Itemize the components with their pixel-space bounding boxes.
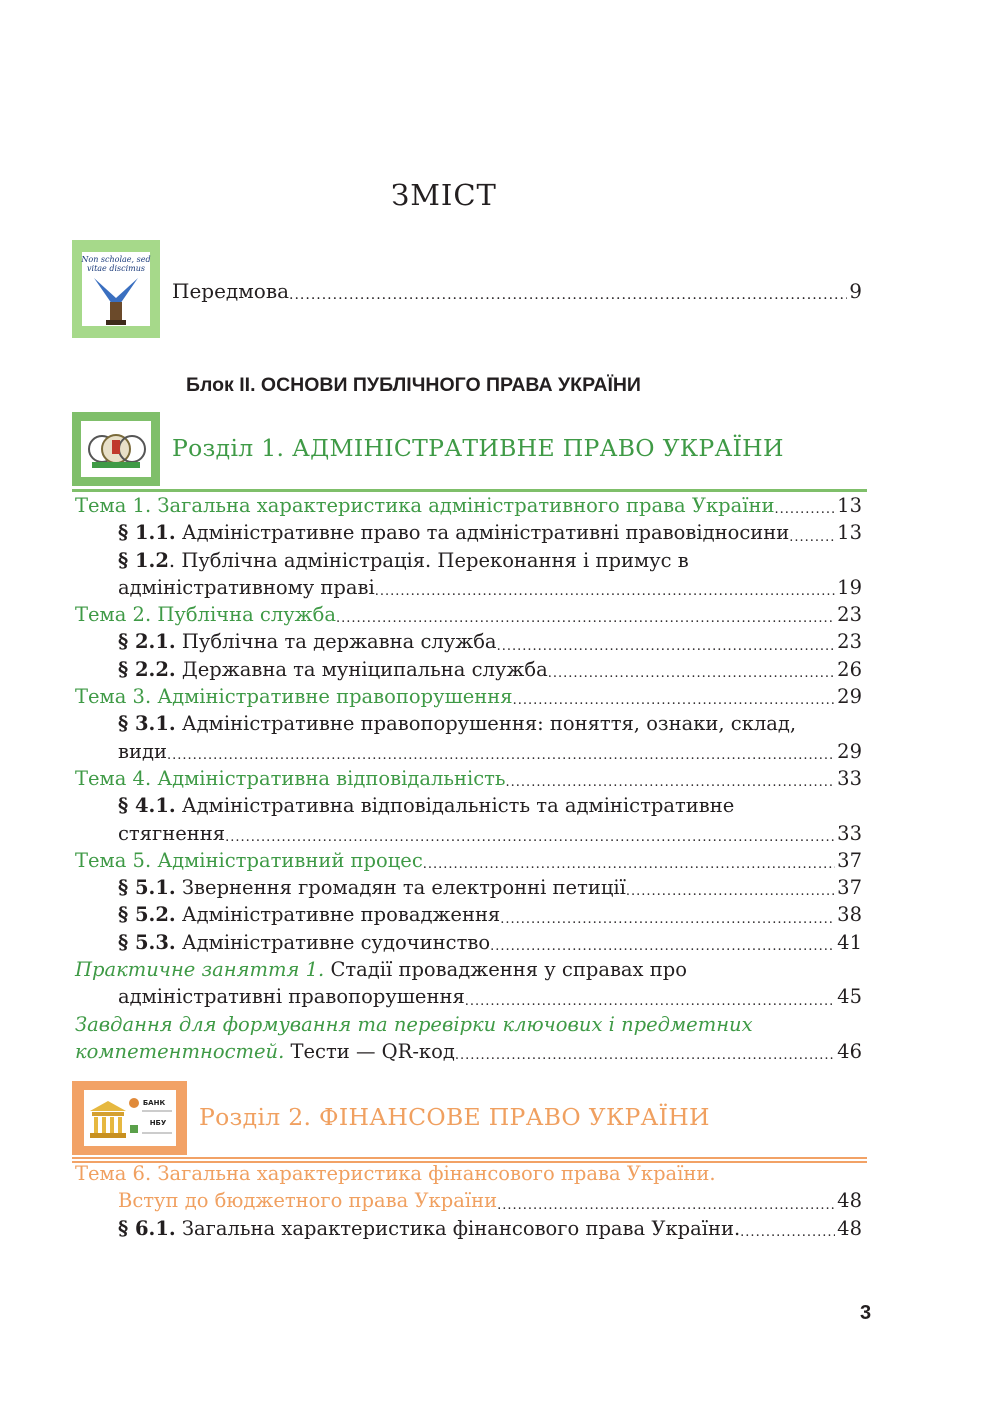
toc-page: 19 <box>837 575 862 599</box>
toc-page: 26 <box>837 657 862 681</box>
dot-leader <box>500 911 835 929</box>
toc-preface[interactable] <box>172 278 862 305</box>
toc-label: Стадії провадження у справах про <box>330 958 687 982</box>
para-number: § 6.1. <box>118 1216 176 1240</box>
toc-label-cont: Вступ до бюджетного права України <box>118 1189 498 1213</box>
tasks-lead-2: компетентностей. <box>75 1039 285 1063</box>
toc-label: Звернення громадян та електронні петиції <box>181 876 626 900</box>
toc-page: 23 <box>837 630 862 654</box>
toc-label-cont: стягнення <box>118 821 226 845</box>
para-number: § 5.1. <box>118 876 176 900</box>
toc-label-cont: адміністративні правопорушення <box>118 985 465 1009</box>
toc-entry-para-5-3[interactable] <box>75 929 862 956</box>
toc-page: 29 <box>837 685 862 709</box>
toc-entry-para-4-1-cont[interactable] <box>75 820 862 847</box>
page-title: ЗМІСТ <box>391 178 497 212</box>
toc-entry-tasks[interactable] <box>75 1011 862 1038</box>
page-number: 3 <box>860 1302 872 1324</box>
para-number: § 1.1. <box>118 521 176 545</box>
dot-leader <box>490 938 835 956</box>
toc-page: 37 <box>837 848 862 872</box>
toc-page: 48 <box>837 1216 862 1240</box>
dot-leader <box>740 1224 835 1242</box>
dot-leader <box>513 692 836 710</box>
thumb-word-bank: БАНК <box>142 1099 166 1107</box>
thumb-word-nbu: НБУ <box>149 1119 167 1127</box>
dot-leader <box>789 529 835 547</box>
toc-entry-practice-1-cont[interactable] <box>75 983 862 1010</box>
dot-leader <box>455 1047 835 1065</box>
toc-entry-para-5-2[interactable] <box>75 901 862 928</box>
dot-leader <box>167 747 835 765</box>
toc-entry-para-1-2-cont[interactable] <box>75 574 862 601</box>
toc-entry-topic-4[interactable] <box>75 765 862 792</box>
toc-entry-topic-5[interactable] <box>75 847 862 874</box>
para-number: § 5.2. <box>118 903 176 927</box>
toc-label: Загальна характеристика фінансового права України. <box>181 1216 741 1240</box>
dot-leader <box>626 883 835 901</box>
toc-page: 41 <box>837 930 862 954</box>
toc-label: Адміністративна відповідальність та адміністративне <box>181 794 735 818</box>
section1-title: Розділ 1. АДМІНІСТРАТИВНЕ ПРАВО УКРАЇНИ <box>172 434 784 462</box>
dot-leader <box>506 774 836 792</box>
toc-entry-practice-1[interactable] <box>75 956 862 983</box>
svg-text:vitae discimus: vitae discimus <box>86 264 146 273</box>
toc-page: 23 <box>837 603 862 627</box>
toc-label-cont: адміністративному праві <box>118 575 375 599</box>
toc-label: Передмова <box>172 279 290 303</box>
toc-page: 38 <box>837 903 862 927</box>
toc-label: Тема 5. Адміністративний процес <box>75 848 423 872</box>
section2-title: Розділ 2. ФІНАНСОВЕ ПРАВО УКРАЇНИ <box>199 1103 710 1131</box>
toc-page: 29 <box>837 739 862 763</box>
toc-label: Тема 4. Адміністративна відповідальність <box>75 766 506 790</box>
section2-rule-1 <box>72 1157 867 1159</box>
para-number: § 2.2. <box>118 657 176 681</box>
toc-entry-para-3-1-cont[interactable] <box>75 738 862 765</box>
toc-entry-para-2-1[interactable] <box>75 628 862 655</box>
toc-entry-tasks-cont[interactable] <box>75 1038 862 1065</box>
toc-entry-para-3-1[interactable] <box>75 710 862 737</box>
toc-label: Тема 6. Загальна характеристика фінансового права України. <box>75 1162 716 1185</box>
toc-page: 45 <box>837 985 862 1009</box>
block-heading: Блок ІІ. ОСНОВИ ПУБЛІЧНОГО ПРАВА УКРАЇНИ <box>186 374 641 396</box>
toc-entry-para-5-1[interactable] <box>75 874 862 901</box>
toc-entry-topic-2[interactable] <box>75 601 862 628</box>
toc-label: Тема 1. Загальна характеристика адміністративного права України <box>75 494 775 517</box>
dot-leader <box>225 829 835 847</box>
dot-leader <box>375 583 835 601</box>
toc-label-cont: види <box>118 739 167 763</box>
toc-page: 33 <box>837 821 862 845</box>
toc-page: 33 <box>837 766 862 790</box>
para-number: § 3.1. <box>118 712 176 736</box>
preface-thumbnail <box>72 240 160 338</box>
dot-leader <box>497 638 836 656</box>
practice-lead: Практичне заняття 1. <box>75 958 325 982</box>
toc-label: Адміністративне правопорушення: поняття, ознаки, склад, <box>181 712 797 736</box>
toc-entry-para-1-1[interactable] <box>75 519 862 546</box>
toc-label: Тести — QR-код <box>290 1039 455 1063</box>
para-number: § 4.1. <box>118 794 176 818</box>
svg-text:Non scholae, sed: Non scholae, sed <box>81 255 151 264</box>
toc-label: Адміністративне право та адміністративні правовідносини <box>181 521 790 545</box>
dot-leader <box>289 285 847 305</box>
toc-label: Адміністративне судочинство <box>181 930 491 954</box>
toc-label: Адміністративне провадження <box>181 903 501 927</box>
dot-leader <box>548 665 835 683</box>
toc-entry-para-4-1[interactable] <box>75 792 862 819</box>
para-number: § 2.1. <box>118 630 176 654</box>
toc-label: Публічна та державна служба <box>181 630 497 654</box>
toc-page: 48 <box>837 1189 862 1213</box>
dot-leader <box>336 610 835 628</box>
toc-page: 13 <box>837 521 862 545</box>
toc-entry-topic-6[interactable] <box>75 1160 862 1187</box>
section1-thumbnail <box>72 412 160 486</box>
dot-leader <box>497 1197 835 1215</box>
toc-page: 13 <box>837 494 862 517</box>
tasks-lead: Завдання для формування та перевірки ключових і предметних <box>75 1012 753 1036</box>
toc-label: Державна та муніципальна служба <box>181 657 548 681</box>
para-number: § 5.3. <box>118 930 176 954</box>
toc-label: . Публічна адміністрація. Переконання і примус в <box>168 548 689 572</box>
dot-leader <box>423 856 835 874</box>
toc-entry-topic-6-cont[interactable] <box>75 1187 862 1214</box>
section2-toc <box>75 1160 862 1242</box>
section2-thumbnail <box>72 1081 187 1155</box>
toc-entry-topic-1[interactable] <box>75 492 862 519</box>
dot-leader <box>775 501 836 519</box>
toc-page: 46 <box>837 1039 862 1063</box>
para-number: § 1.2 <box>118 548 169 572</box>
toc-entry-para-1-2[interactable] <box>75 547 862 574</box>
toc-label: Тема 3. Адміністративне правопорушення <box>75 685 513 709</box>
toc-entry-para-6-1[interactable] <box>75 1215 862 1242</box>
toc-entry-para-2-2[interactable] <box>75 656 862 683</box>
toc-entry-topic-3[interactable] <box>75 683 862 710</box>
section1-toc <box>75 492 862 1065</box>
toc-page: 9 <box>849 279 862 303</box>
toc-page: 37 <box>837 876 862 900</box>
dot-leader <box>465 993 835 1011</box>
toc-label: Тема 2. Публічна служба <box>75 603 336 627</box>
